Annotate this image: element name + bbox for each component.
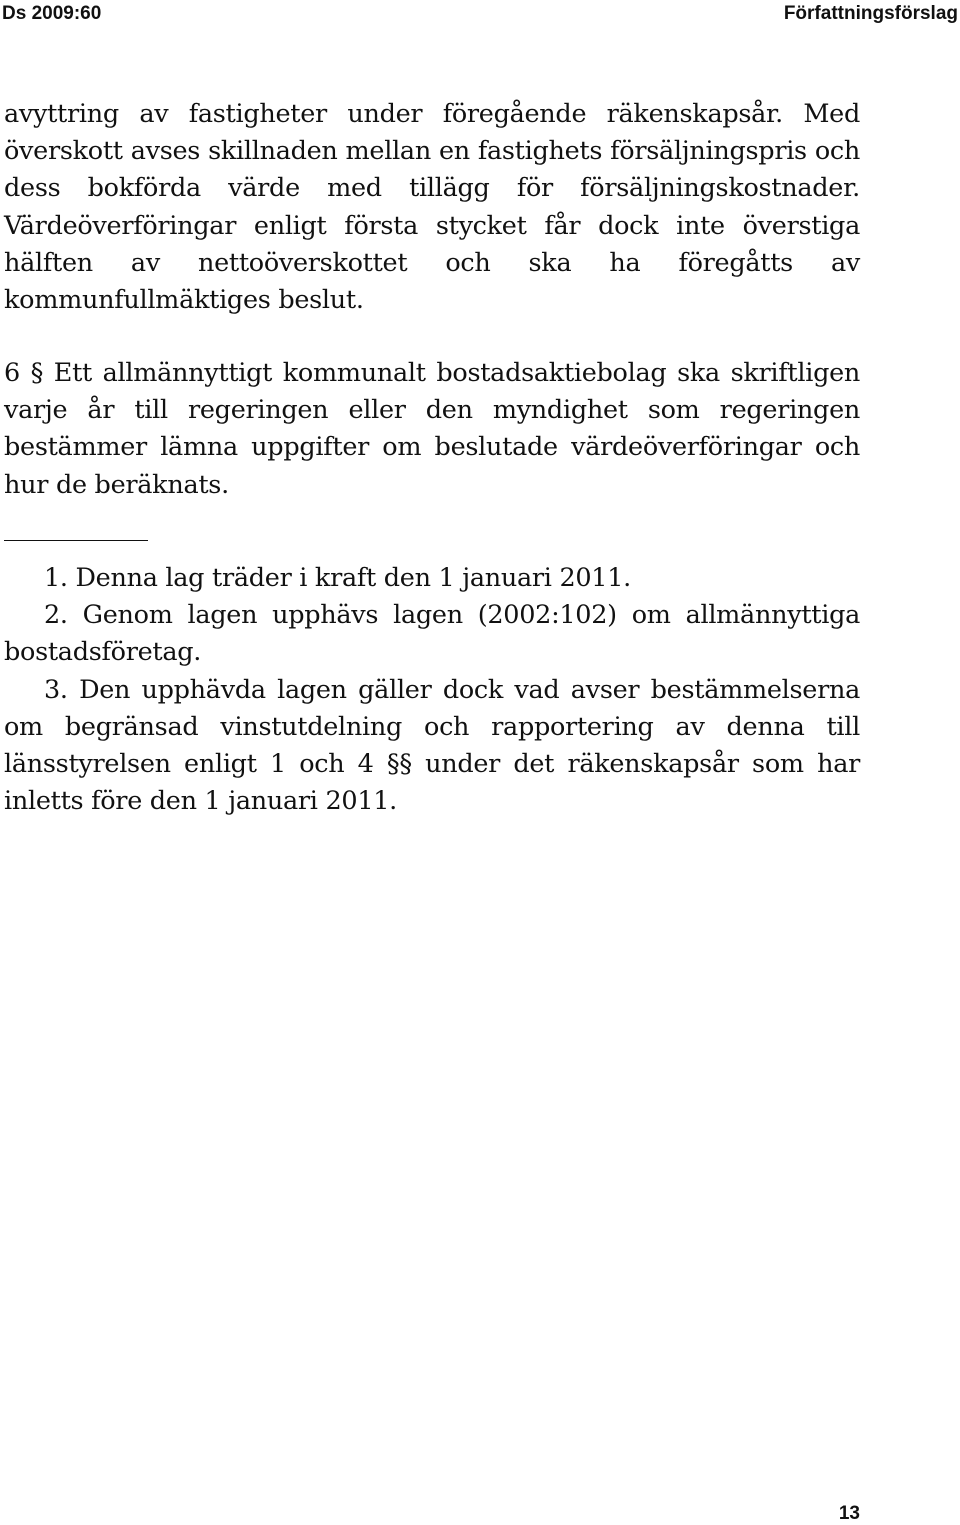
document-reference: Ds 2009:60: [2, 3, 102, 24]
provision-item-2: 2. Genom lagen upphävs lagen (2002:102) om allmännyttiga bostadsföretag.: [4, 600, 860, 668]
section-6-text: Ett allmännyttigt kommunalt bostadsaktiebolag ska skriftligen varje år till regeringen eller den myndighet som regeringen bestämmer lämna uppgifter om beslutade värdeöverföringar och hur de beräknats.: [4, 358, 861, 500]
section-number: 6 §: [4, 358, 44, 388]
separator-rule: [4, 540, 148, 541]
provision-item-3: 3. Den upphävda lagen gäller dock vad avser bestämmelserna om begränsad vinstutdelning och rapportering av denna till länsstyrelsen enligt 1 och 4 §§ under det räkenskapsår som har inletts före den 1 januari 2011.: [4, 674, 860, 817]
page-number: 13: [838, 1503, 860, 1524]
section-6-paragraph: [4, 355, 860, 504]
section-title: Författningsförslag: [783, 3, 958, 24]
page-header: [0, 0, 960, 30]
transitional-provisions-list: [4, 560, 860, 820]
paragraph-continuation: avyttring av fastigheter under föregående räkenskapsår. Med överskott avses skillnaden mellan en fastighets försäljningspris och dess bokförda värde med tillägg för försäljningskostnader. Värdeöverföringar enligt första stycket får dock inte överstiga hälften av nettoöverskottet och ska ha föregåtts av kommunfullmäktiges beslut.: [4, 99, 860, 316]
provision-item-1: 1. Denna lag träder i kraft den 1 januari 2011.: [44, 563, 631, 593]
